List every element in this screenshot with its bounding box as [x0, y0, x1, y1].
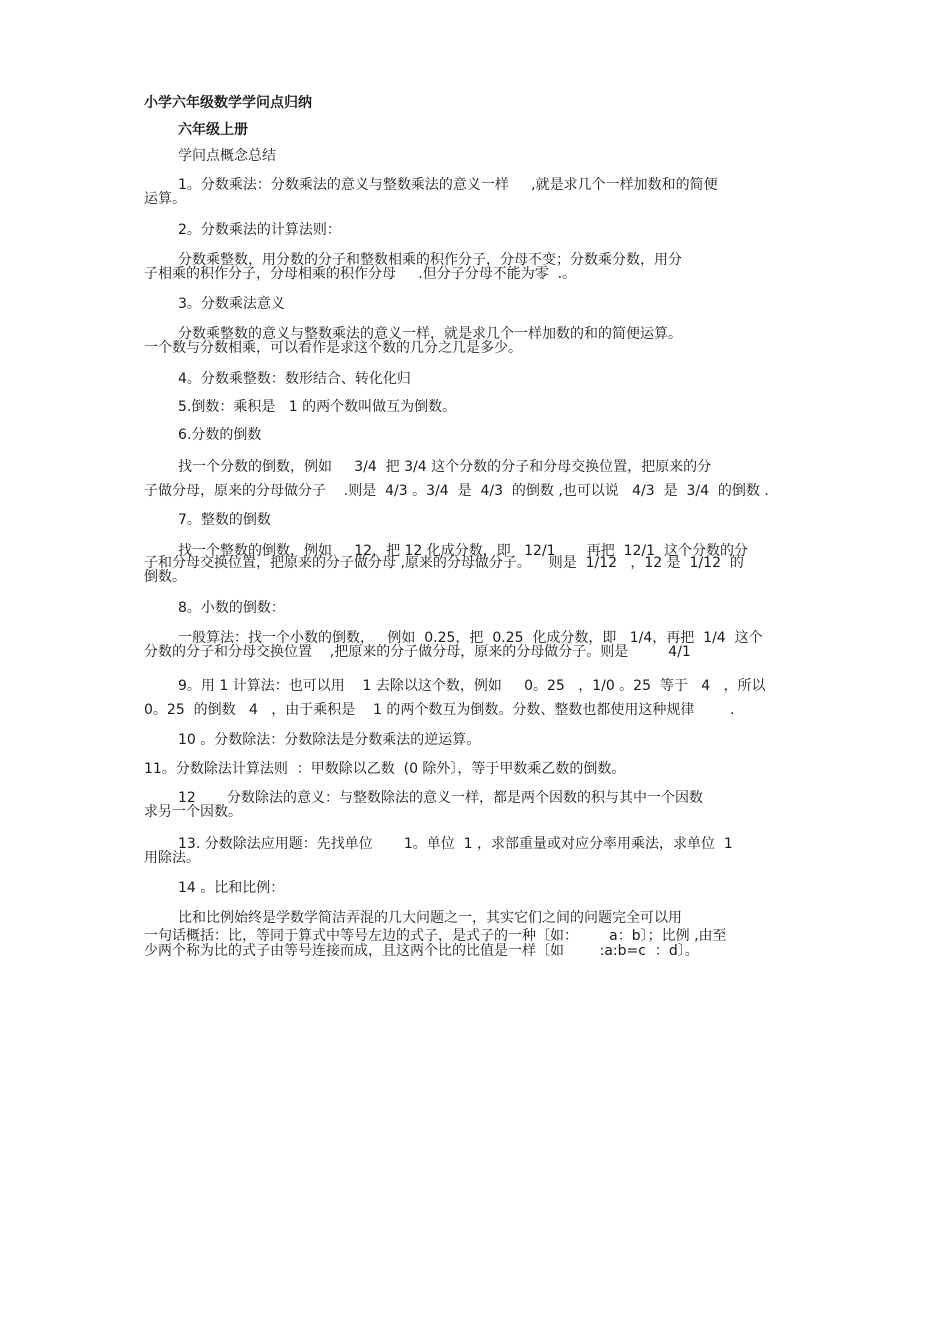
text-line: 9。用 1 计算法：也可以用 1 去除以这个数，例如 0。25 ，1/0 。25 等于 4 ，所以	[178, 678, 766, 694]
text-line: 倒数。	[144, 569, 186, 585]
text-line: 一个数与分数相乘，可以看作是求这个数的几分之几是多少。	[144, 340, 522, 356]
text-line: 运算。	[144, 191, 186, 207]
text-line: 1。分数乘法：分数乘法的意义与整数乘法的意义一样 ,就是求几个一样加数和的简便	[178, 177, 718, 193]
text-line: 少两个称为比的式子由等号连接而成，且这两个比的比值是一样〔如 :a:b=c ：d〕。	[144, 943, 699, 959]
section-heading: 学问点概念总结	[178, 148, 276, 164]
text-line: 11。分数除法计算法则 ：甲数除以乙数 (0 除外〕，等于甲数乘乙数的倒数。	[144, 761, 626, 777]
text-line: 子相乘的积作分子，分母相乘的积作分母 .但分子分母不能为零 .。	[144, 266, 577, 282]
text-line: 14 。比和比例：	[178, 880, 285, 896]
document-subtitle: 六年级上册	[178, 122, 248, 138]
text-line: 分数的分子和分母交换位置 ,把原来的分子做分母，原来的分母做分子。则是 4/1	[144, 644, 691, 660]
text-line: 分数乘整数的意义与整数乘法的意义一样，就是求几个一样加数的和的简便运算。	[178, 326, 682, 342]
text-line: 7。整数的倒数	[178, 512, 271, 528]
text-line: 4。分数乘整数：数形结合、转化化归	[178, 371, 411, 387]
text-line: 找一个整数的倒数，例如 12，把 12 化成分数，即 12/1 再把 12/1 这个分数的分	[178, 543, 748, 559]
text-line: 12 分数除法的意义：与整数除法的意义一样，都是两个因数的积与其中一个因数	[178, 790, 703, 806]
text-line: 2。分数乘法的计算法则：	[178, 222, 341, 238]
text-line: 5.倒数：乘积是 1 的两个数叫做互为倒数。	[178, 399, 457, 415]
text-line: 一般算法：找一个小数的倒数， 例如 0.25，把 0.25 化成分数，即 1/4，再把 1/4 这个	[178, 630, 763, 646]
text-line: 8。小数的倒数：	[178, 600, 285, 616]
text-line: 3。分数乘法意义	[178, 296, 285, 312]
text-line: 0。25 的倒数 4 ，由于乘积是 1 的两个数互为倒数。分数、整数也都使用这种规律 .	[144, 702, 735, 718]
text-line: 13. 分数除法应用题：先找单位 1。单位 1 ，求部重量或对应分率用乘法，求单位 1	[178, 836, 733, 852]
text-line: 用除法。	[144, 850, 200, 866]
text-line: 求另一个因数。	[144, 804, 242, 820]
text-line: 比和比例始终是学数学简洁弄混的几大问题之一，其实它们之间的问题完全可以用	[178, 910, 682, 926]
text-line: 一句话概括：比，等同于算式中等号左边的式子，是式子的一种〔如： a：b〕；比例 ,由至	[144, 928, 727, 944]
text-line: 子和分母交换位置，把原来的分子做分母 ,原来的分母做分子。 则是 1/12 ，12 是 1/12 的	[144, 555, 744, 571]
text-line: 找一个分数的倒数，例如 3/4 把 3/4 这个分数的分子和分母交换位置，把原来的分	[178, 459, 712, 475]
text-line: 6.分数的倒数	[178, 427, 262, 443]
text-line: 子做分母，原来的分母做分子 .则是 4/3 。3/4 是 4/3 的倒数 ,也可以说 4/3 是 3/4 的倒数 .	[144, 483, 769, 499]
text-line: 分数乘整数，用分数的分子和整数相乘的积作分子，分母不变；分数乘分数，用分	[178, 252, 682, 268]
document-title: 小学六年级数学学问点归纳	[144, 95, 312, 111]
text-line: 10 。分数除法：分数除法是分数乘法的逆运算。	[178, 732, 481, 748]
